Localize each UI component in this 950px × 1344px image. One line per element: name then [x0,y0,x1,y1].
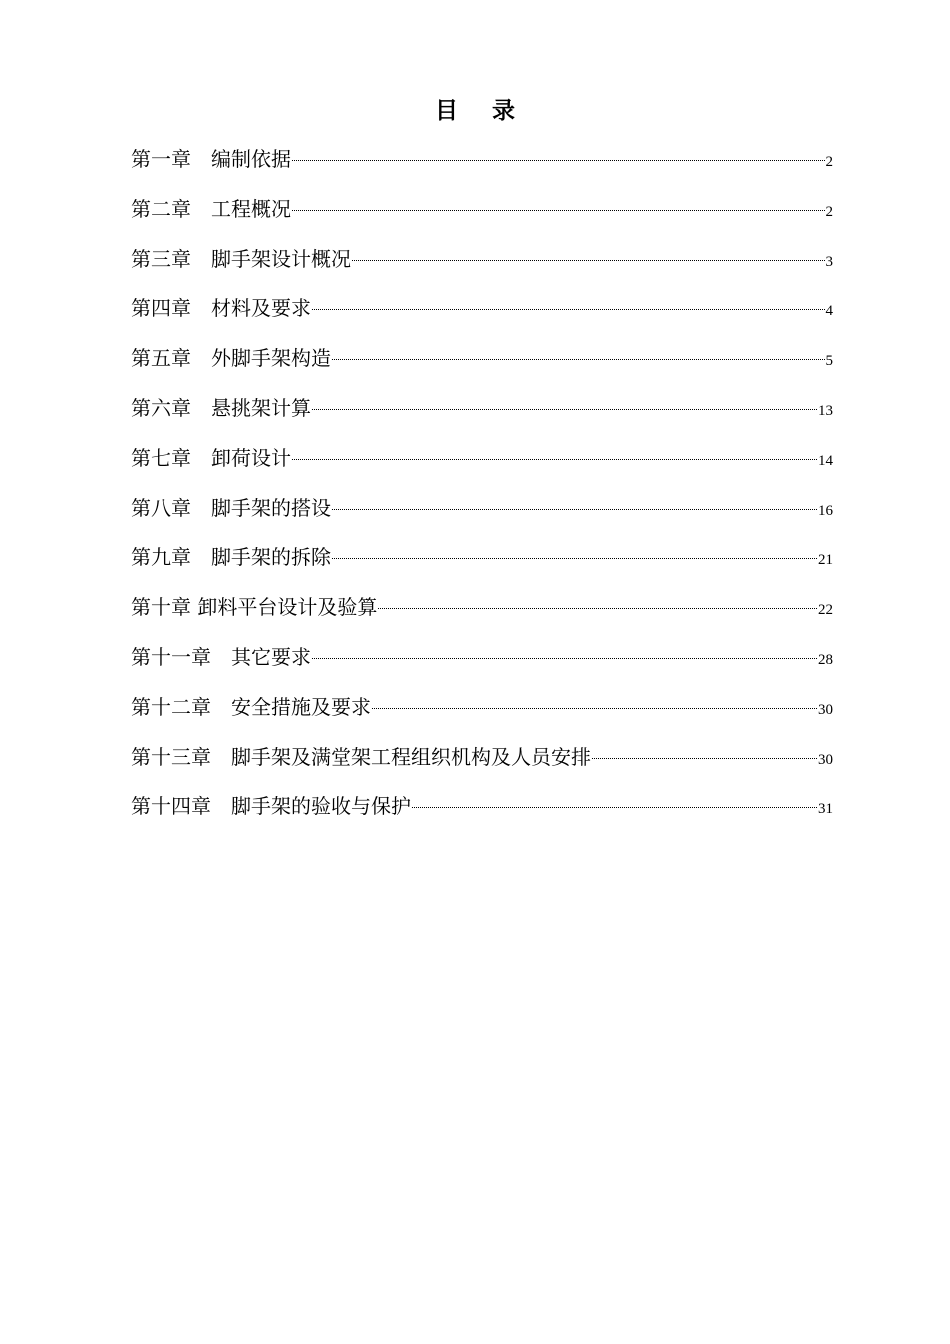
toc-chapter-number: 第四章 [131,296,191,321]
toc-chapter-number: 第十一章 [131,644,211,669]
toc-chapter-number: 第六章 [131,395,191,420]
toc-chapter-title: 脚手架的搭设 [211,495,331,520]
toc-entry[interactable] [131,742,833,792]
table-of-contents [131,144,833,841]
toc-entry[interactable] [131,393,833,443]
toc-chapter-number: 第八章 [131,495,191,520]
toc-entry[interactable] [131,194,833,244]
toc-page-number: 2 [825,203,833,220]
toc-separator [191,396,211,420]
dot-leader [332,558,817,559]
toc-entry[interactable] [131,293,833,343]
dot-leader [292,210,825,211]
toc-separator [191,147,211,171]
toc-separator [211,695,231,719]
dot-leader [292,459,817,460]
toc-page-number: 16 [818,502,833,519]
toc-page-number: 30 [818,701,833,718]
toc-chapter-number: 第九章 [131,545,191,570]
dot-leader [372,708,817,709]
toc-chapter-number: 第五章 [131,346,191,371]
toc-chapter-number: 第三章 [131,246,191,271]
dot-leader [312,409,817,410]
toc-chapter-title: 安全措施及要求 [231,694,371,719]
dot-leader [412,807,817,808]
toc-separator [191,496,211,520]
toc-page-number: 13 [818,402,833,419]
dot-leader [378,608,817,609]
toc-chapter-title: 卸料平台设计及验算 [197,595,378,620]
toc-chapter-title: 编制依据 [211,147,291,171]
toc-entry[interactable] [131,144,833,194]
toc-chapter-number: 第十四章 [131,794,211,819]
toc-chapter-number: 第十三章 [131,744,211,769]
toc-chapter-number: 第一章 [131,147,191,171]
toc-page-number: 21 [818,552,833,569]
toc-chapter-title: 脚手架的验收与保护 [231,794,411,819]
toc-entry[interactable] [131,542,833,592]
toc-title [0,92,950,125]
toc-page-number: 5 [825,353,833,370]
toc-chapter-title: 卸荷设计 [211,445,291,470]
toc-chapter-number: 第十章 [131,595,191,620]
toc-chapter-title: 材料及要求 [211,296,311,321]
toc-chapter-title: 脚手架及满堂架工程组织机构及人员安排 [231,744,591,769]
toc-page-number: 14 [818,452,833,469]
toc-title-left: 目 [435,97,458,124]
toc-entry[interactable] [131,244,833,294]
dot-leader [292,160,825,161]
toc-page-number: 4 [825,303,833,320]
toc-page-number: 3 [825,253,833,270]
toc-separator [191,446,211,470]
toc-separator [211,794,231,818]
toc-separator [191,197,211,221]
toc-separator [191,545,211,569]
toc-page-number: 28 [818,651,833,668]
toc-separator [191,296,211,320]
toc-page-number: 2 [825,154,833,170]
dot-leader [332,359,825,360]
toc-entry[interactable] [131,493,833,543]
toc-chapter-title: 脚手架的拆除 [211,545,331,570]
toc-chapter-number: 第二章 [131,196,191,221]
toc-chapter-title: 其它要求 [231,644,311,669]
toc-page-number: 31 [818,801,833,818]
toc-entry[interactable] [131,443,833,493]
dot-leader [312,309,825,310]
toc-chapter-title: 工程概况 [211,196,291,221]
toc-entry[interactable] [131,791,833,841]
dot-leader [332,509,817,510]
toc-entry[interactable] [131,692,833,742]
dot-leader [312,658,817,659]
toc-entry[interactable] [131,343,833,393]
toc-separator [211,745,231,769]
toc-separator [191,247,211,271]
toc-chapter-title: 外脚手架构造 [211,346,331,371]
dot-leader [592,758,817,759]
toc-title-right: 录 [492,97,515,124]
toc-separator [191,346,211,370]
toc-separator [211,645,231,669]
toc-chapter-title: 脚手架设计概况 [211,246,351,271]
toc-chapter-title: 悬挑架计算 [211,395,311,420]
dot-leader [352,260,825,261]
toc-chapter-number: 第七章 [131,445,191,470]
toc-page-number: 22 [818,602,833,619]
toc-page-number: 30 [818,751,833,768]
toc-entry[interactable] [131,592,833,642]
toc-entry[interactable] [131,642,833,692]
toc-chapter-number: 第十二章 [131,694,211,719]
